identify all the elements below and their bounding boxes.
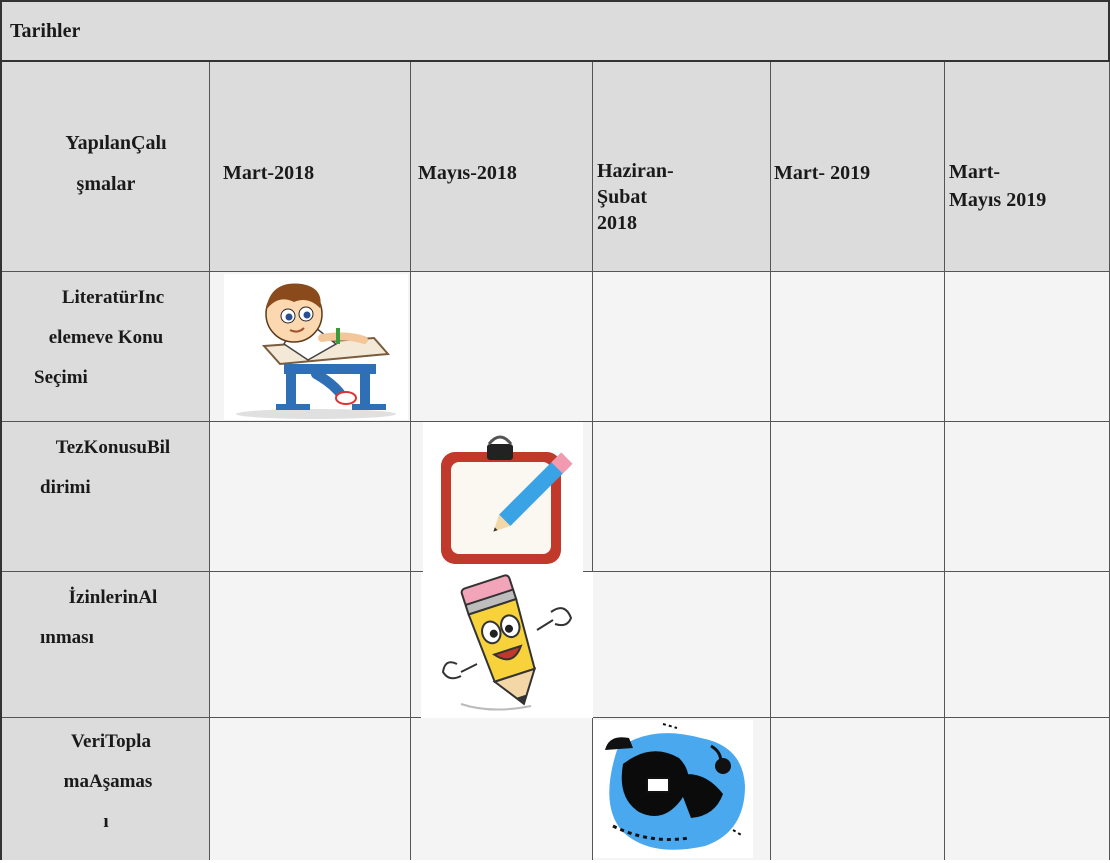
row2-label-line1: TezKonusuBil (55, 437, 171, 458)
row1-label-line3: Seçimi (34, 367, 88, 388)
header-mayis-2018: Mayıs-2018 (418, 162, 517, 184)
row2-label-line2: dirimi (40, 477, 91, 498)
header-cell-mart-2019 (771, 62, 945, 272)
row3-label-line1: İzinlerinAl (68, 587, 158, 608)
header-cell-mayis-2018 (411, 62, 593, 272)
row2-cell-haziran-subat-2018 (593, 422, 771, 572)
header-cell-mart-mayis-2019 (945, 62, 1110, 272)
row2-cell-mart-2018 (210, 422, 411, 572)
row1-cell-mayis-2018 (411, 272, 593, 422)
busy-person-icon (593, 720, 753, 858)
row4-label-line1: VeriTopla (71, 731, 151, 752)
row3-cell-mart-mayis-2019 (945, 572, 1110, 718)
row4-cell-mart-2019 (771, 718, 945, 860)
row-label-cell-2 (2, 422, 210, 572)
header-mart-2019: Mart- 2019 (774, 162, 871, 184)
row4-label-line2: maAşamas (63, 771, 153, 792)
row1-cell-haziran-subat-2018 (593, 272, 771, 422)
row4-label-line3: ı (103, 811, 109, 832)
row3-cell-mayis-2018 (411, 572, 593, 718)
row-label-cell-1 (2, 272, 210, 422)
table-title: Tarihler (10, 20, 81, 42)
header-haziran-line2: Şubat (597, 186, 648, 208)
header-haziran-line3: 2018 (597, 212, 637, 234)
row2-cell-mart-2019 (771, 422, 945, 572)
row4-cell-mart-2018 (210, 718, 411, 860)
header-cell-haziran-subat-2018 (593, 62, 771, 272)
row3-label-line2: ınması (40, 627, 94, 648)
row1-cell-mart-mayis-2019 (945, 272, 1110, 422)
row3-cell-mart-2019 (771, 572, 945, 718)
row2-cell-mart-mayis-2019 (945, 422, 1110, 572)
header-mart-mayis-line2: Mayıs 2019 (949, 189, 1047, 211)
row1-label-line1: LiteratürInc (61, 287, 165, 308)
row4-cell-haziran-subat-2018 (593, 718, 771, 860)
row-label-cell-4 (2, 718, 210, 860)
header-haziran-line1: Haziran- (597, 160, 674, 182)
row3-cell-mart-2018 (210, 572, 411, 718)
row2-cell-mayis-2018 (411, 422, 593, 572)
title-bar (0, 0, 1110, 62)
header-mart-mayis-line1: Mart- (949, 161, 1001, 183)
row1-cell-mart-2018 (210, 272, 411, 422)
header-mart-2018: Mart-2018 (223, 162, 315, 184)
notepad-pencil-icon (423, 422, 583, 572)
header-work-line2: şmalar (76, 173, 136, 195)
row4-cell-mayis-2018 (411, 718, 593, 860)
pencil-character-icon (421, 572, 593, 718)
child-at-desk-icon (224, 274, 408, 420)
row1-cell-mart-2019 (771, 272, 945, 422)
header-work-line1: YapılanÇalı (65, 132, 167, 154)
row3-cell-haziran-subat-2018 (593, 572, 771, 718)
row4-cell-mart-mayis-2019 (945, 718, 1110, 860)
header-cell-work (2, 62, 210, 272)
header-cell-mart-2018 (210, 62, 411, 272)
row-label-cell-3 (2, 572, 210, 718)
row1-label-line2: elemeve Konu (48, 327, 164, 348)
